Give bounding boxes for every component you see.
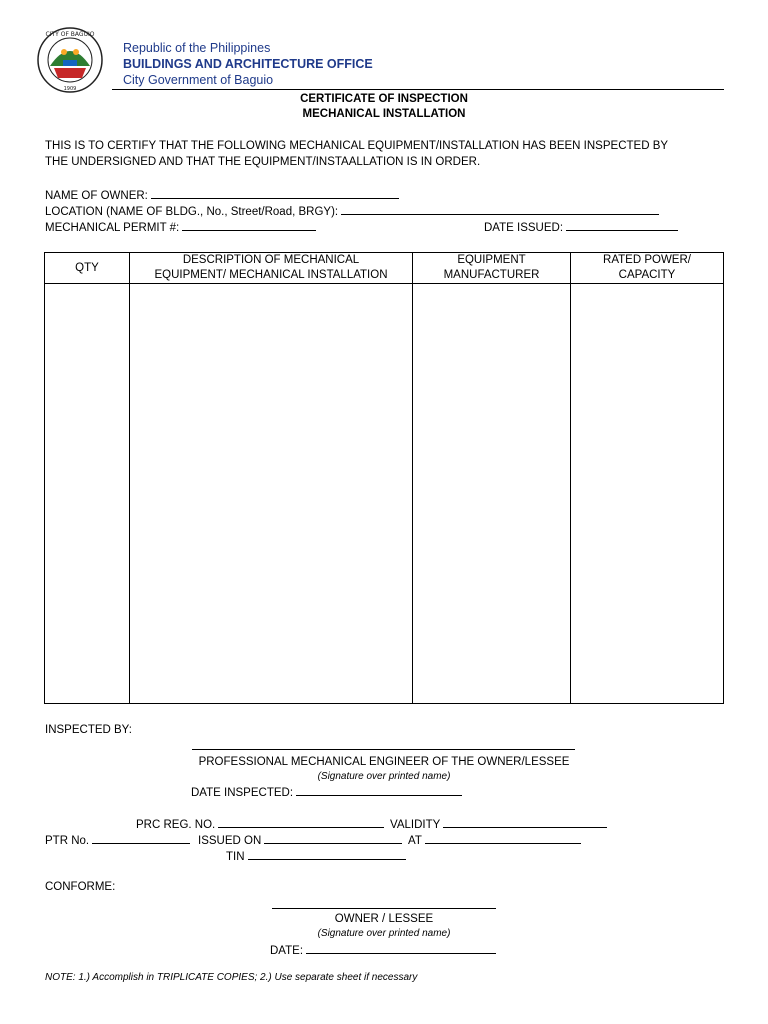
date-inspected-input-line[interactable] bbox=[296, 784, 462, 796]
date-issued-label: DATE ISSUED: bbox=[484, 222, 564, 234]
rated-power-cell[interactable] bbox=[571, 284, 724, 704]
certify-line-2: THE UNDERSIGNED AND THAT THE EQUIPMENT/INSTAALLATION IS IN ORDER. bbox=[45, 156, 481, 168]
permit-label: MECHANICAL PERMIT #: bbox=[45, 222, 180, 234]
prc-field bbox=[136, 816, 384, 832]
conforme-label: CONFORME: bbox=[45, 881, 116, 893]
validity-field bbox=[390, 816, 607, 832]
description-cell[interactable] bbox=[130, 284, 413, 704]
republic-line: Republic of the Philippines bbox=[123, 41, 271, 55]
qty-cell[interactable] bbox=[45, 284, 130, 704]
owner-signature-note: (Signature over printed name) bbox=[317, 928, 451, 939]
rated-power-header: RATED POWER/ CAPACITY bbox=[571, 253, 724, 284]
letterhead-rule bbox=[112, 89, 724, 90]
conforme-date-input-line[interactable] bbox=[306, 942, 496, 954]
permit-field bbox=[45, 219, 316, 235]
table-header-row bbox=[45, 253, 724, 284]
engineer-signature-line[interactable] bbox=[192, 749, 575, 750]
manufacturer-cell[interactable] bbox=[413, 284, 571, 704]
prc-label: PRC REG. NO. bbox=[136, 819, 216, 831]
validity-input-line[interactable] bbox=[443, 816, 607, 828]
footer-note: NOTE: 1.) Accomplish in TRIPLICATE COPIES; 2.) Use separate sheet if necessary bbox=[45, 972, 418, 983]
engineer-signature-note: (Signature over printed name) bbox=[317, 771, 451, 782]
certificate-title: CERTIFICATE OF INSPECTION bbox=[300, 93, 468, 105]
ptr-input-line[interactable] bbox=[92, 832, 190, 844]
equipment-table bbox=[44, 252, 724, 704]
tin-field bbox=[226, 848, 406, 864]
table-body-row bbox=[45, 284, 724, 704]
manufacturer-header: EQUIPMENT MANUFACTURER bbox=[413, 253, 571, 284]
validity-label: VALIDITY bbox=[390, 819, 441, 831]
date-inspected-label: DATE INSPECTED: bbox=[191, 787, 294, 799]
seal-year: 1909 bbox=[63, 86, 77, 92]
owner-label: NAME OF OWNER: bbox=[45, 190, 148, 202]
certificate-subtitle: MECHANICAL INSTALLATION bbox=[302, 108, 466, 120]
conforme-date-field bbox=[270, 942, 496, 958]
government-line: City Government of Baguio bbox=[123, 73, 274, 87]
city-seal-logo bbox=[36, 26, 104, 94]
seal-text: CITY OF BAGUIO bbox=[45, 31, 95, 38]
at-field bbox=[408, 832, 581, 848]
owner-input-line[interactable] bbox=[151, 187, 399, 199]
issued-on-input-line[interactable] bbox=[264, 832, 402, 844]
date-inspected-field bbox=[191, 784, 462, 800]
date-issued-field bbox=[484, 219, 678, 235]
location-field bbox=[45, 203, 659, 219]
date-issued-input-line[interactable] bbox=[566, 219, 678, 231]
conforme-date-label: DATE: bbox=[270, 945, 304, 957]
prc-input-line[interactable] bbox=[218, 816, 384, 828]
engineer-title: PROFESSIONAL MECHANICAL ENGINEER OF THE OWNER/LESSEE bbox=[198, 756, 570, 768]
owner-signature-line[interactable] bbox=[272, 908, 496, 909]
location-label: LOCATION (NAME OF BLDG., No., Street/Road, BRGY): bbox=[45, 206, 339, 218]
issued-on-label: ISSUED ON bbox=[198, 835, 262, 847]
tin-label: TIN bbox=[226, 851, 245, 863]
description-header: DESCRIPTION OF MECHANICAL EQUIPMENT/ MECHANICAL INSTALLATION bbox=[130, 253, 413, 284]
at-input-line[interactable] bbox=[425, 832, 581, 844]
location-input-line[interactable] bbox=[341, 203, 659, 215]
ptr-field bbox=[45, 832, 190, 848]
at-label: AT bbox=[408, 835, 422, 847]
owner-lessee-title: OWNER / LESSEE bbox=[334, 913, 434, 925]
tin-input-line[interactable] bbox=[248, 848, 406, 860]
office-name: BUILDINGS AND ARCHITECTURE OFFICE bbox=[123, 57, 373, 71]
certify-line-1: THIS IS TO CERTIFY THAT THE FOLLOWING MECHANICAL EQUIPMENT/INSTALLATION HAS BEEN INSPECTED BY bbox=[45, 140, 669, 152]
inspected-by-label: INSPECTED BY: bbox=[45, 724, 132, 736]
ptr-label: PTR No. bbox=[45, 835, 90, 847]
owner-field bbox=[45, 187, 399, 203]
qty-header: QTY bbox=[45, 253, 130, 284]
permit-input-line[interactable] bbox=[182, 219, 316, 231]
issued-on-field bbox=[198, 832, 402, 848]
